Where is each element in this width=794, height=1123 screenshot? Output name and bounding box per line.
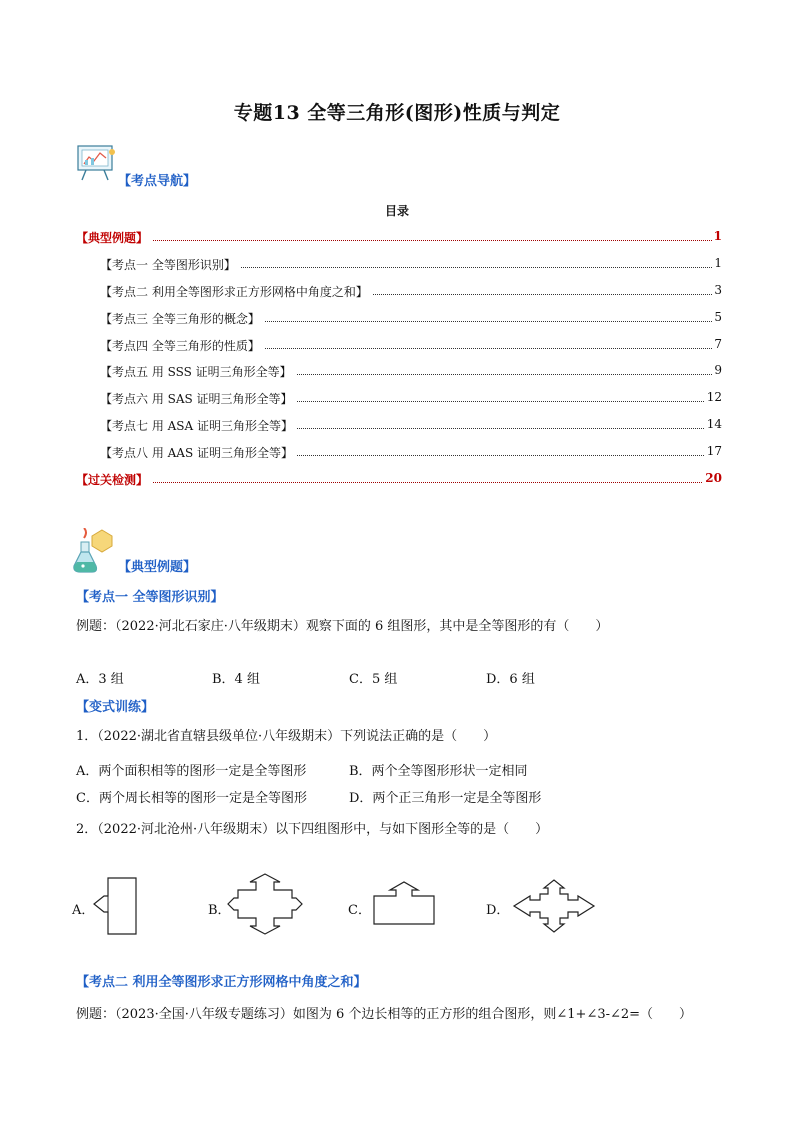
q1-option-b[interactable]: B．两个全等图形形状一定相同 — [349, 764, 528, 779]
toc-item-page: 5 — [714, 310, 722, 324]
toc-item[interactable] — [0, 417, 794, 435]
q2-option-d[interactable]: D． — [486, 903, 510, 918]
q2-option-c[interactable]: C． — [348, 903, 371, 918]
kp1-option-c[interactable]: C．5 组 — [349, 672, 398, 687]
toc-item[interactable] — [0, 256, 794, 274]
toc-item-page: 1 — [713, 229, 722, 243]
q1-text: 1．（2022·湖北省直辖县级单位·八年级期末）下列说法正确的是（ ） — [76, 729, 497, 744]
q2-option-b[interactable]: B． — [208, 903, 231, 918]
toc-item-page: 14 — [706, 417, 722, 431]
toc-item-page: 17 — [706, 444, 722, 458]
toc-item[interactable] — [0, 471, 794, 489]
toc-item[interactable] — [0, 283, 794, 301]
toc-item[interactable] — [0, 310, 794, 328]
kp1-example: 例题：（2022·河北石家庄·八年级期末）观察下面的 6 组图形，其中是全等图形的有（ ） — [76, 619, 609, 634]
q2-option-a[interactable]: A． — [72, 903, 95, 918]
toc-item[interactable] — [0, 390, 794, 408]
toc-item-label: 【考点八 用 AAS 证明三角形全等】 — [100, 444, 297, 461]
toc-item-label: 【考点四 全等三角形的性质】 — [100, 337, 264, 354]
kp1-option-a[interactable]: A．3 组 — [76, 672, 124, 687]
toc-item-label: 【考点五 用 SSS 证明三角形全等】 — [100, 363, 296, 380]
toc-item[interactable] — [0, 363, 794, 381]
toc-item-page: 7 — [714, 337, 722, 351]
toc-item[interactable] — [0, 444, 794, 462]
toc-item-label: 【考点二 利用全等图形求正方形网格中角度之和】 — [100, 283, 372, 300]
toc-item-label: 【过关检测】 — [76, 471, 152, 488]
kp1-option-d[interactable]: D．6 组 — [486, 672, 535, 687]
kp1-option-b[interactable]: B．4 组 — [212, 672, 260, 687]
toc-item-page: 3 — [714, 283, 722, 297]
q2-figure-c[interactable] — [372, 880, 436, 926]
toc-item-page: 20 — [705, 471, 722, 485]
presentation-icon — [76, 142, 116, 182]
kp2-title: 【考点二 利用全等图形求正方形网格中角度之和】 — [76, 975, 367, 990]
q2-text: 2．（2022·河北沧州·八年级期末）以下四组图形中，与如下图形全等的是（ ） — [76, 822, 549, 837]
q1-option-c[interactable]: C．两个周长相等的图形一定是全等图形 — [76, 791, 307, 806]
kp1-title: 【考点一 全等图形识别】 — [76, 590, 224, 605]
nav-header: 【考点导航】 — [118, 174, 197, 189]
toc-item[interactable] — [0, 337, 794, 355]
kp2-example: 例题：（2023·全国·八年级专题练习）如图为 6 个边长相等的正方形的组合图形，则∠1+∠3-∠2=（ ） — [76, 1007, 693, 1022]
toc-item-label: 【考点六 用 SAS 证明三角形全等】 — [100, 390, 297, 407]
q2-figure-d[interactable] — [512, 878, 596, 934]
toc-item-label: 【考点三 全等三角形的概念】 — [100, 310, 264, 327]
toc-item-page: 12 — [706, 390, 722, 404]
flask-icon — [70, 528, 116, 574]
toc-item-page: 1 — [714, 256, 722, 270]
q2-figure-b[interactable] — [226, 872, 304, 936]
toc-item-label: 【考点七 用 ASA 证明三角形全等】 — [100, 417, 297, 434]
toc-title: 目录 — [384, 204, 409, 218]
q2-figure-a[interactable] — [92, 876, 138, 936]
toc-item-label: 【典型例题】 — [76, 229, 152, 246]
page-title: 专题13 全等三角形(图形)性质与判定 — [233, 102, 561, 124]
q1-option-a[interactable]: A．两个面积相等的图形一定是全等图形 — [76, 764, 307, 779]
typical-header: 【典型例题】 — [118, 560, 197, 575]
q1-option-d[interactable]: D．两个正三角形一定是全等图形 — [349, 791, 542, 806]
toc-item-label: 【考点一 全等图形识别】 — [100, 256, 240, 273]
toc-item-page: 9 — [714, 363, 722, 377]
variant-header: 【变式训练】 — [76, 700, 155, 715]
toc-item[interactable] — [0, 229, 794, 247]
